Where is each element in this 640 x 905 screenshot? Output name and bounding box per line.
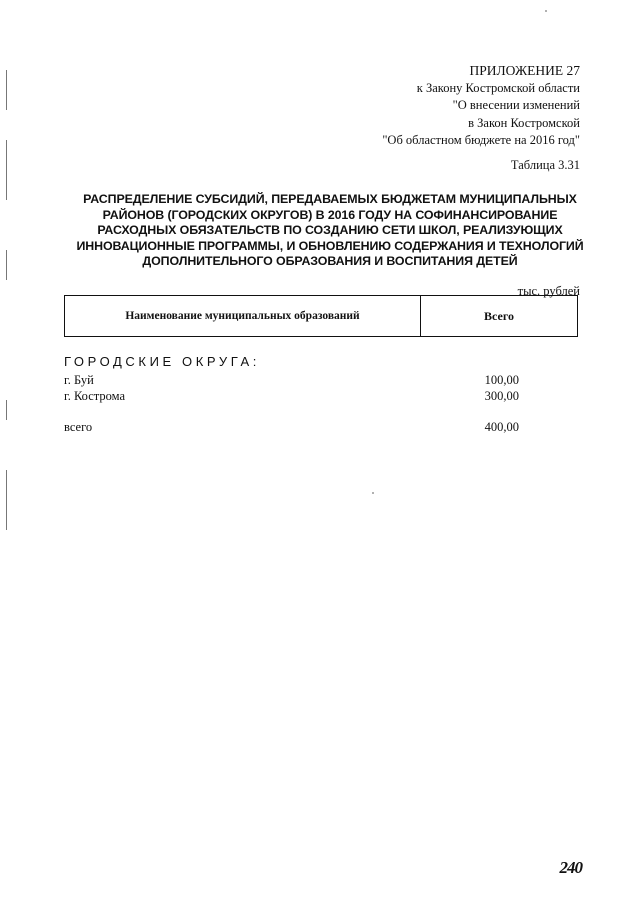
title-line: ДОПОЛНИТЕЛЬНОГО ОБРАЗОВАНИЯ И ВОСПИТАНИЯ ДЕТЕЙ <box>142 254 518 268</box>
table-row <box>64 389 519 404</box>
scan-dot <box>545 10 547 12</box>
total-label: всего <box>64 420 93 434</box>
table-row <box>64 373 519 388</box>
row-name: г. Кострома <box>64 389 126 403</box>
units-label: тыс. рублей <box>517 284 580 298</box>
row-value: 300,00 <box>484 389 519 403</box>
section-title: ГОРОДСКИЕ ОКРУГА: <box>64 354 261 369</box>
column-header-name: Наименование муниципальных образований <box>65 296 421 336</box>
appendix-header <box>280 62 580 174</box>
scan-dot <box>372 492 374 494</box>
appendix-line: к Закону Костромской области <box>416 80 580 95</box>
table-header <box>64 295 578 337</box>
appendix-line: "О внесении изменений <box>452 98 580 112</box>
table-number: Таблица 3.31 <box>510 157 580 172</box>
title-line: РАСХОДНЫХ ОБЯЗАТЕЛЬСТВ ПО СОЗДАНИЮ СЕТИ ШКОЛ, РЕАЛИЗУЮЩИХ <box>97 223 563 237</box>
appendix-title: ПРИЛОЖЕНИЕ 27 <box>469 63 580 78</box>
appendix-line: в Закон Костромской <box>468 115 580 130</box>
scan-edge-mark <box>6 400 7 420</box>
column-header-total: Всего <box>484 308 514 323</box>
document-title <box>70 192 590 270</box>
scan-edge-mark <box>6 70 7 110</box>
total-row <box>64 420 519 435</box>
appendix-line: "Об областном бюджете на 2016 год" <box>382 133 580 147</box>
row-name: г. Буй <box>64 373 94 387</box>
total-value: 400,00 <box>484 420 519 434</box>
scan-edge-mark <box>6 250 7 280</box>
title-line: РАСПРЕДЕЛЕНИЕ СУБСИДИЙ, ПЕРЕДАВАЕМЫХ БЮДЖЕТАМ МУНИЦИПАЛЬНЫХ <box>83 192 577 206</box>
page-number: 240 <box>559 858 582 877</box>
row-value: 100,00 <box>484 373 519 387</box>
title-line: РАЙОНОВ (ГОРОДСКИХ ОКРУГОВ) В 2016 ГОДУ НА СОФИНАНСИРОВАНИЕ <box>102 207 558 222</box>
scan-edge-mark <box>6 140 7 200</box>
title-line: ИННОВАЦИОННЫЕ ПРОГРАММЫ, И ОБНОВЛЕНИЮ СОДЕРЖАНИЯ И ТЕХНОЛОГИЙ <box>76 238 584 253</box>
scan-edge-mark <box>6 470 7 530</box>
